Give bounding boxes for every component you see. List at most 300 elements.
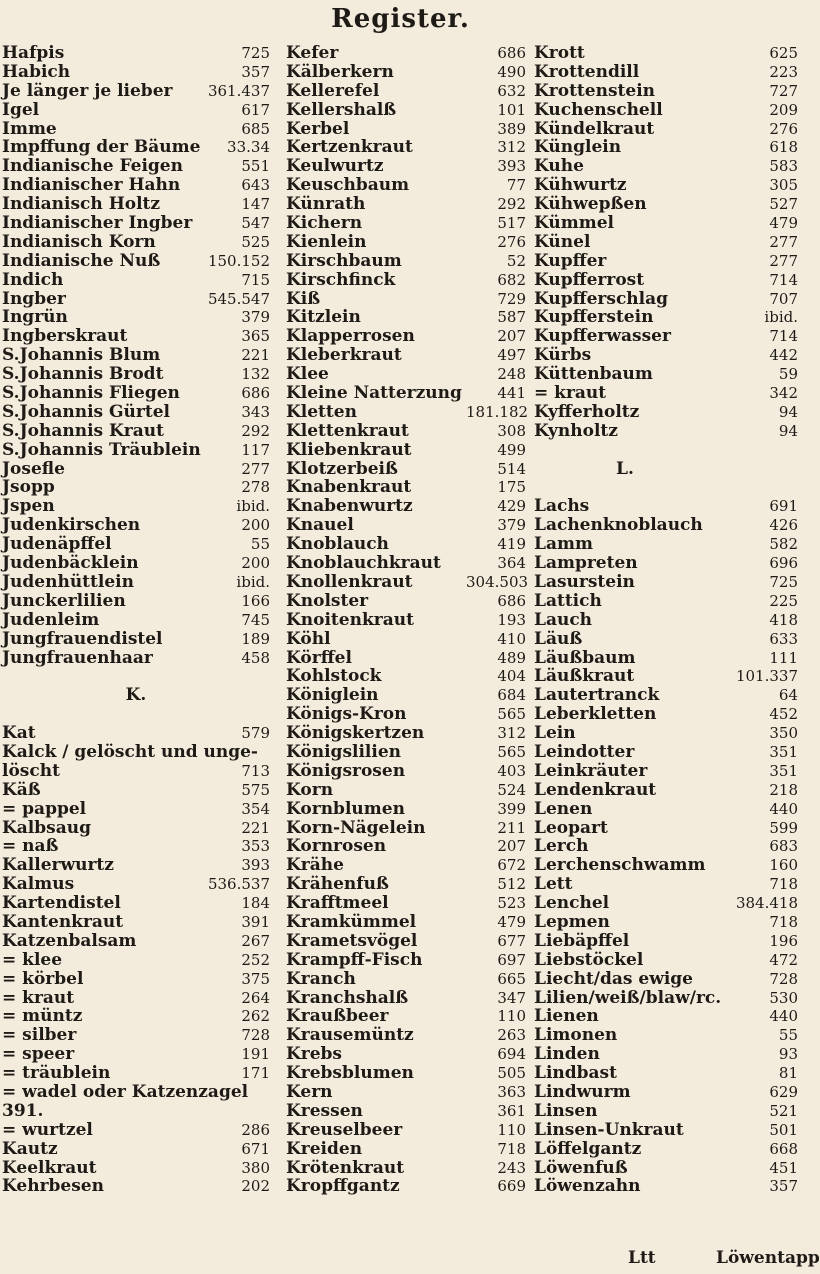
index-row — [724, 195, 798, 214]
index-term: Jungfrauenhaar — [2, 647, 153, 668]
index-term: Linsen — [534, 1100, 598, 1121]
index-row — [2, 1007, 270, 1026]
index-term: = klee — [2, 949, 63, 970]
page-number: 286 — [241, 1120, 270, 1139]
index-term: Judenkirschen — [2, 515, 141, 536]
page-number: 202 — [241, 1177, 270, 1196]
index-row — [286, 630, 462, 649]
index-row — [724, 1026, 798, 1045]
index-term: Knoitenkraut — [286, 609, 414, 630]
page-number: 442 — [769, 346, 798, 365]
index-term: Krampff-Fisch — [286, 949, 423, 970]
page-number: 582 — [769, 535, 798, 554]
page-number: 393 — [497, 157, 526, 176]
index-row — [724, 44, 798, 63]
page-number: 363 — [497, 1082, 526, 1101]
index-term: Kohlstock — [286, 666, 382, 687]
page-number: ibid. — [236, 572, 270, 591]
index-row — [724, 970, 798, 989]
index-row — [286, 932, 462, 951]
page-number: 691 — [769, 497, 798, 516]
page-number: 223 — [769, 62, 798, 81]
page-number: 587 — [497, 308, 526, 327]
index-row — [286, 913, 462, 932]
index-row — [2, 932, 270, 951]
index-term: Kirschbaum — [286, 250, 402, 271]
column-4 — [724, 44, 798, 1196]
page-number: 193 — [497, 610, 526, 629]
index-term: Indianische Feigen — [2, 156, 183, 177]
index-row — [286, 1007, 462, 1026]
index-row — [2, 1045, 270, 1064]
page-number: 267 — [241, 931, 270, 950]
index-row — [2, 308, 270, 327]
index-row — [2, 176, 270, 195]
index-term: Käß — [2, 779, 41, 800]
index-row — [724, 346, 798, 365]
page-number: 110 — [497, 1120, 526, 1139]
index-term: Lendenkraut — [534, 779, 657, 800]
index-term: Kletten — [286, 401, 357, 422]
index-term: Löwenzahn — [534, 1176, 641, 1197]
index-row — [724, 1102, 798, 1121]
index-term: Indianischer Hahn — [2, 175, 181, 196]
page-number: 452 — [769, 705, 798, 724]
page-number: 209 — [769, 100, 798, 119]
index-term: Keuschbaum — [286, 175, 410, 196]
page-number: 499 — [497, 440, 526, 459]
index-term: Königlein — [286, 685, 379, 706]
page-number: 677 — [497, 931, 526, 950]
index-term: Imme — [2, 118, 57, 139]
page-number: 181.182 — [466, 402, 529, 421]
index-term: Körffel — [286, 647, 352, 668]
index-row — [724, 535, 798, 554]
index-term: S.Johannis Blum — [2, 345, 161, 366]
index-row — [2, 630, 270, 649]
index-row — [724, 630, 798, 649]
page-number: 497 — [497, 346, 526, 365]
page-number: 696 — [769, 554, 798, 573]
page-number: 357 — [769, 1177, 798, 1196]
index-row — [2, 271, 270, 290]
index-term: Kornblumen — [286, 798, 405, 819]
index-term: Kupffer — [534, 250, 607, 271]
index-term: Kürbs — [534, 345, 592, 366]
index-term: Judenleim — [2, 609, 100, 630]
page-number: 718 — [769, 875, 798, 894]
index-term: Kiß — [286, 288, 321, 309]
index-row — [286, 554, 462, 573]
page-number: 101 — [497, 100, 526, 119]
page-number: 243 — [497, 1158, 526, 1177]
page-number: 207 — [497, 327, 526, 346]
index-row — [286, 1121, 462, 1140]
index-row — [286, 460, 462, 479]
index-row — [286, 44, 462, 63]
index-term: Kupfferstein — [534, 307, 654, 328]
index-term: Liecht/das ewige — [534, 968, 694, 989]
index-row — [724, 138, 798, 157]
page-title: Register. — [331, 4, 470, 34]
index-term: Lampreten — [534, 553, 638, 574]
index-term: Lauch — [534, 609, 593, 630]
index-term: Kautz — [2, 1138, 58, 1159]
index-row — [2, 346, 270, 365]
page-number: 184 — [241, 894, 270, 913]
index-term: = kraut — [2, 987, 75, 1008]
index-term: Kressen — [286, 1100, 363, 1121]
index-row — [286, 705, 462, 724]
index-term: Leindotter — [534, 741, 635, 762]
index-row — [724, 762, 798, 781]
index-row — [286, 120, 462, 139]
index-row — [286, 1140, 462, 1159]
index-term: Löffelgantz — [534, 1138, 642, 1159]
index-row — [286, 214, 462, 233]
index-row — [2, 1159, 270, 1178]
index-term: Kleine Natterzung — [286, 383, 462, 404]
index-row — [286, 1064, 462, 1083]
page-number: 524 — [497, 780, 526, 799]
index-row — [2, 970, 270, 989]
index-term: Jsopp — [2, 477, 55, 498]
index-row — [724, 516, 798, 535]
page-number: 81 — [778, 1064, 798, 1083]
index-term: Krafftmeel — [286, 893, 389, 914]
index-row — [724, 1045, 798, 1064]
index-row — [2, 138, 270, 157]
index-row — [2, 214, 270, 233]
index-row — [724, 1140, 798, 1159]
index-row — [286, 951, 462, 970]
page-number: 111 — [769, 648, 798, 667]
page-number: 707 — [769, 289, 798, 308]
page-number: 196 — [769, 931, 798, 950]
page-number: 59 — [778, 365, 798, 384]
page-number: 545.547 — [207, 289, 270, 308]
index-row — [2, 1026, 270, 1045]
column-1 — [2, 44, 270, 1196]
index-term: Knabenwurtz — [286, 496, 413, 517]
page-number: 505 — [497, 1064, 526, 1083]
index-row — [724, 63, 798, 82]
page-number: 200 — [241, 554, 270, 573]
index-term: Läußbaum — [534, 647, 636, 668]
page-number: 379 — [497, 516, 526, 535]
index-row — [286, 724, 462, 743]
index-row — [2, 516, 270, 535]
page-number: 669 — [497, 1177, 526, 1196]
page-number: 351 — [769, 761, 798, 780]
index-term: 391. — [2, 1100, 44, 1121]
page-number: 617 — [241, 100, 270, 119]
page-number: 263 — [497, 1026, 526, 1045]
index-row — [286, 856, 462, 875]
index-term: Hafpis — [2, 43, 65, 63]
index-term: = kraut — [534, 383, 607, 404]
index-term: Korn — [286, 779, 334, 800]
index-row — [724, 932, 798, 951]
index-row — [724, 951, 798, 970]
index-row — [286, 573, 462, 592]
index-row — [2, 1083, 270, 1102]
index-row — [286, 1177, 462, 1196]
index-row — [2, 705, 270, 724]
page-number: 52 — [506, 251, 526, 270]
page-number: 441 — [497, 384, 526, 403]
index-term: Knoblauch — [286, 534, 389, 555]
index-term: Kraußbeer — [286, 1006, 389, 1027]
index-term: Krametsvögel — [286, 930, 418, 951]
index-row — [286, 894, 462, 913]
index-row — [724, 705, 798, 724]
index-term: Königs-Kron — [286, 704, 407, 725]
index-row — [2, 233, 270, 252]
page-number: 685 — [241, 119, 270, 138]
page-number: 682 — [497, 270, 526, 289]
index-row — [724, 233, 798, 252]
index-row — [2, 384, 270, 403]
page-number: 419 — [497, 535, 526, 554]
index-term: Krausemüntz — [286, 1025, 414, 1046]
page-number: 728 — [769, 969, 798, 988]
index-term: Knolster — [286, 590, 369, 611]
index-row — [286, 762, 462, 781]
index-row — [724, 460, 798, 479]
index-row — [724, 365, 798, 384]
page-number: 391 — [241, 912, 270, 931]
index-row — [2, 252, 270, 271]
index-row — [286, 535, 462, 554]
index-term: Lasurstein — [534, 571, 635, 592]
page-number: 292 — [241, 421, 270, 440]
index-row — [2, 82, 270, 101]
index-term: S.Johannis Brodt — [2, 364, 164, 385]
index-row — [2, 649, 270, 668]
index-term: Klee — [286, 364, 329, 385]
index-row — [724, 894, 798, 913]
page-number: 718 — [497, 1139, 526, 1158]
page-number: 101.337 — [735, 667, 798, 686]
index-row — [724, 497, 798, 516]
index-term: = naß — [2, 836, 59, 857]
index-term: Krähe — [286, 855, 344, 876]
page-number: 292 — [497, 195, 526, 214]
page-number: 278 — [241, 478, 270, 497]
index-term: Königskertzen — [286, 723, 425, 744]
index-row — [724, 573, 798, 592]
page-number: 277 — [769, 232, 798, 251]
index-row — [724, 82, 798, 101]
index-row — [724, 649, 798, 668]
index-term: = speer — [2, 1044, 75, 1065]
index-term: Judenhüttlein — [2, 571, 134, 592]
index-term: Katzenbalsam — [2, 930, 137, 951]
index-row — [286, 271, 462, 290]
index-term: Kalmus — [2, 874, 75, 895]
index-row — [286, 101, 462, 120]
index-term: Ingber — [2, 288, 66, 309]
page-number: ibid. — [764, 308, 798, 327]
index-term: Lenchel — [534, 893, 610, 914]
page-number: 625 — [769, 44, 798, 62]
page-number: 403 — [497, 761, 526, 780]
index-row — [286, 252, 462, 271]
page-number: 375 — [241, 969, 270, 988]
index-term: Künel — [534, 231, 591, 252]
page-number: 389 — [497, 119, 526, 138]
index-term: Kramkümmel — [286, 911, 417, 932]
index-term: Lerch — [534, 836, 589, 857]
index-row — [286, 422, 462, 441]
index-term: Junckerlilien — [2, 590, 126, 611]
index-term: Kuhe — [534, 156, 584, 177]
index-row — [286, 875, 462, 894]
index-term: Lindbast — [534, 1063, 617, 1084]
index-term: Kleberkraut — [286, 345, 402, 366]
index-row — [286, 837, 462, 856]
page-number: 357 — [241, 62, 270, 81]
index-term: Kefer — [286, 43, 339, 63]
index-row — [2, 819, 270, 838]
page-number: 221 — [241, 346, 270, 365]
index-row — [286, 989, 462, 1008]
index-row — [2, 989, 270, 1008]
index-row — [2, 762, 270, 781]
index-term: Lattich — [534, 590, 602, 611]
index-term: Indianische Nuß — [2, 250, 161, 271]
page-number: 718 — [769, 912, 798, 931]
index-row — [724, 214, 798, 233]
index-row — [724, 478, 798, 497]
index-term: Lautertranck — [534, 685, 660, 706]
page-number: 94 — [778, 402, 798, 421]
index-row — [286, 290, 462, 309]
index-term: Kreuselbeer — [286, 1119, 403, 1140]
index-term: Jspen — [2, 496, 55, 517]
index-term: S.Johannis Träublein — [2, 439, 201, 460]
page-number: 551 — [241, 157, 270, 176]
page-number: 665 — [497, 969, 526, 988]
index-row — [724, 308, 798, 327]
index-term: Kellerefel — [286, 80, 380, 101]
page-number: 521 — [769, 1101, 798, 1120]
index-row — [724, 252, 798, 271]
index-term: Königsrosen — [286, 760, 406, 781]
page-number: 342 — [769, 384, 798, 403]
index-row — [2, 535, 270, 554]
page-number: 525 — [241, 232, 270, 251]
page-number: 191 — [241, 1045, 270, 1064]
index-term: Klettenkraut — [286, 420, 409, 441]
page-number: 632 — [497, 81, 526, 100]
index-row — [2, 403, 270, 422]
page-number: 684 — [497, 686, 526, 705]
index-row — [724, 1159, 798, 1178]
index-row — [724, 686, 798, 705]
page-number: 479 — [769, 214, 798, 233]
index-row — [2, 875, 270, 894]
index-term: Kranch — [286, 968, 356, 989]
index-term: Küttenbaum — [534, 364, 653, 385]
index-term: Jungfrauendistel — [2, 628, 163, 649]
index-row — [724, 271, 798, 290]
index-term: Krottendill — [534, 61, 640, 82]
page-number: 536.537 — [207, 875, 270, 894]
index-row — [286, 1026, 462, 1045]
index-row — [724, 837, 798, 856]
index-row — [724, 327, 798, 346]
index-term: Kälberkern — [286, 61, 394, 82]
index-row — [286, 327, 462, 346]
page-number: 745 — [241, 610, 270, 629]
page-number: ibid. — [236, 497, 270, 516]
index-term: Künglein — [534, 137, 622, 158]
page-number: 171 — [241, 1064, 270, 1083]
index-row — [724, 856, 798, 875]
page-number: 514 — [497, 459, 526, 478]
index-term: Kliebenkraut — [286, 439, 412, 460]
page-number: 189 — [241, 629, 270, 648]
page-number: 252 — [241, 950, 270, 969]
index-row — [2, 951, 270, 970]
index-term: Limonen — [534, 1025, 618, 1046]
index-term: Lein — [534, 723, 576, 744]
index-row — [2, 611, 270, 630]
page-number: 728 — [241, 1026, 270, 1045]
page-number: 686 — [497, 591, 526, 610]
index-term: Krötenkraut — [286, 1157, 405, 1178]
page-number: 629 — [769, 1082, 798, 1101]
index-row — [2, 290, 270, 309]
page-number: 200 — [241, 516, 270, 535]
page-number: 93 — [778, 1045, 798, 1064]
index-term: Kartendistel — [2, 893, 121, 914]
index-row — [2, 44, 270, 63]
index-row — [724, 1064, 798, 1083]
page-number: 262 — [241, 1007, 270, 1026]
index-row — [2, 497, 270, 516]
index-row — [2, 1177, 270, 1196]
index-row — [724, 1121, 798, 1140]
index-term: Kühwepßen — [534, 194, 647, 215]
page-number: 361 — [497, 1101, 526, 1120]
index-row — [2, 422, 270, 441]
page-number: 312 — [497, 724, 526, 743]
index-row — [2, 913, 270, 932]
index-row — [286, 233, 462, 252]
page-number: 523 — [497, 894, 526, 913]
index-row — [286, 403, 462, 422]
page-number: 575 — [241, 780, 270, 799]
index-row — [286, 781, 462, 800]
page-number: 672 — [497, 856, 526, 875]
index-row — [286, 667, 462, 686]
page-number: 365 — [241, 327, 270, 346]
index-term: Kühwurtz — [534, 175, 627, 196]
page-number: 33.34 — [227, 138, 270, 157]
index-term: S.Johannis Kraut — [2, 420, 164, 441]
index-term: Liebstöckel — [534, 949, 644, 970]
index-term: = wadel oder Katzenzagel — [2, 1081, 249, 1102]
page-number: 276 — [497, 232, 526, 251]
page-number: 55 — [778, 1026, 798, 1045]
page-number: 697 — [497, 950, 526, 969]
index-term: Lepmen — [534, 911, 610, 932]
page-number: 671 — [241, 1139, 270, 1158]
page-number: 472 — [769, 950, 798, 969]
